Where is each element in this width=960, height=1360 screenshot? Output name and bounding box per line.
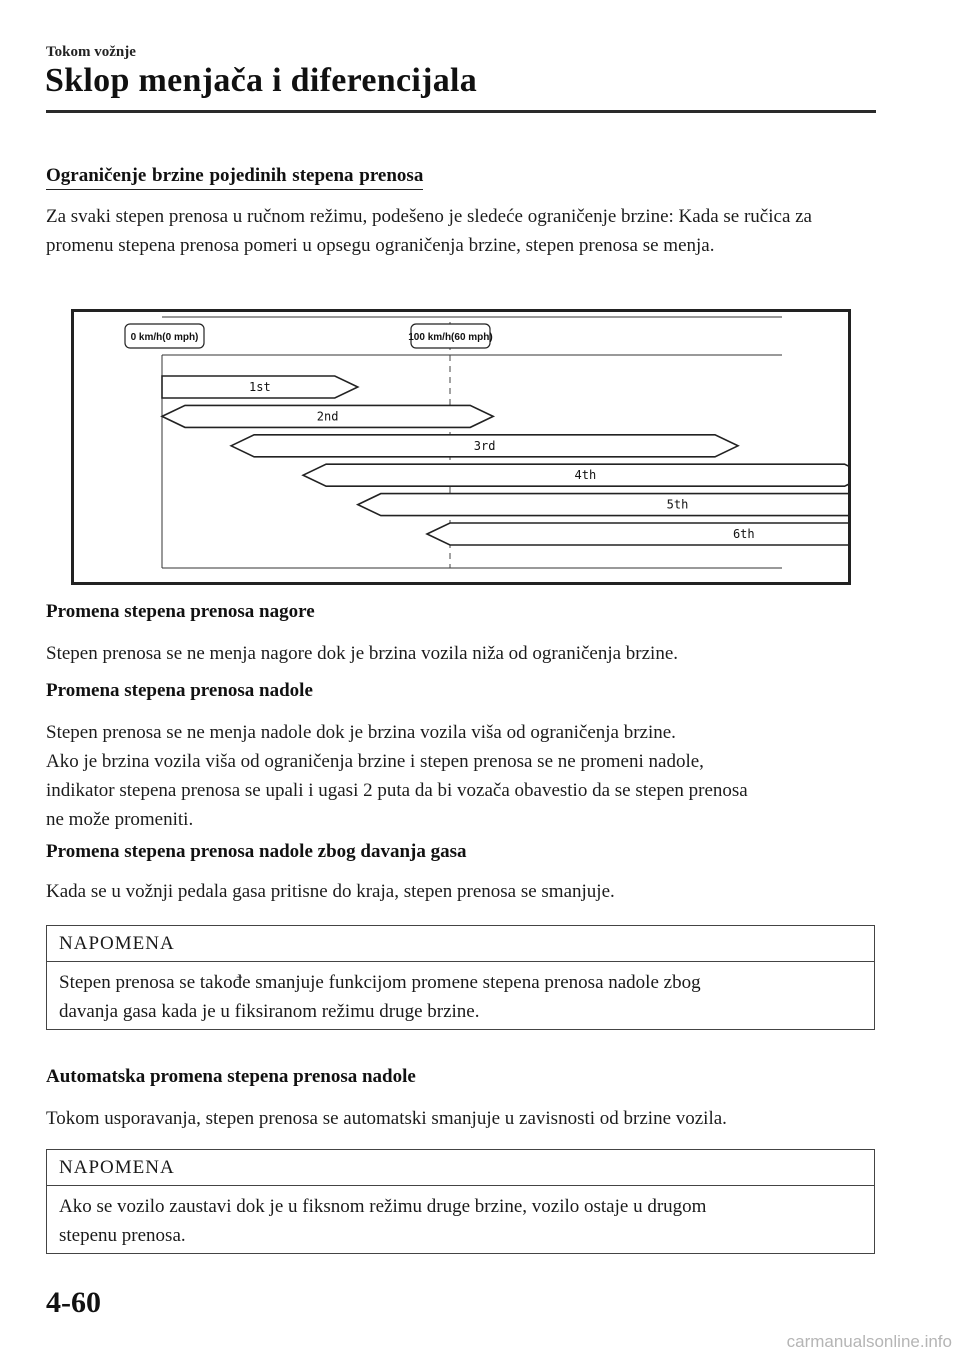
note-body bbox=[47, 962, 874, 1034]
gear-label: 6th bbox=[732, 527, 755, 541]
axis-label-hundred-text: 100 km/h(60 mph) bbox=[408, 332, 493, 343]
section-kicker: Tokom vožnje bbox=[46, 44, 136, 60]
gear-label: 1st bbox=[249, 380, 271, 394]
gear-diagram-svg bbox=[74, 312, 848, 582]
note-box bbox=[46, 925, 875, 1030]
page-number: 4-60 bbox=[46, 1286, 101, 1319]
upshift-text: Stepen prenosa se ne menja nagore dok je brzina vozila niža od ograničenja brzine. bbox=[46, 643, 679, 664]
gear-range-bar bbox=[358, 494, 848, 516]
kickdown-text: Kada se u vožnji pedala gasa pritisne do kraja, stepen prenosa se smanjuje. bbox=[46, 881, 615, 902]
downshift-line: Stepen prenosa se ne menja nadole dok je brzina vozila viša od ograničenja brzine. bbox=[46, 722, 676, 743]
note-line: davanja gasa kada je u fiksiranom režimu druge brzine. bbox=[59, 1001, 480, 1022]
note-box bbox=[46, 1149, 875, 1254]
downshift-line: indikator stepena prenosa se upali i ugasi 2 puta da bi vozača obavestio da se stepen prenosa bbox=[46, 780, 748, 801]
subsection-heading-text: Ograničenje brzine pojedinih stepena prenosa bbox=[46, 165, 423, 190]
auto-downshift-text: Tokom usporavanja, stepen prenosa se automatski smanjuje u zavisnosti od brzine vozila. bbox=[46, 1108, 727, 1129]
kickdown-heading: Promena stepena prenosa nadole zbog davanja gasa bbox=[46, 841, 467, 862]
watermark: carmanualsonline.info bbox=[786, 1332, 952, 1351]
note-body bbox=[47, 1186, 874, 1258]
note-title: NAPOMENA bbox=[47, 926, 874, 962]
note-line: stepenu prenosa. bbox=[59, 1225, 186, 1246]
upshift-heading: Promena stepena prenosa nagore bbox=[46, 601, 315, 622]
page-title: Sklop menjača i diferencijala bbox=[45, 62, 478, 99]
gear-label: 2nd bbox=[316, 409, 339, 424]
gear-label: 5th bbox=[666, 497, 689, 512]
title-divider bbox=[46, 110, 876, 113]
axis-label-zero-text: 0 km/h(0 mph) bbox=[130, 332, 199, 343]
gear-label: 4th bbox=[574, 468, 597, 483]
note-title: NAPOMENA bbox=[47, 1150, 874, 1186]
gear-speed-diagram bbox=[71, 309, 851, 585]
gear-label: 3rd bbox=[473, 438, 496, 453]
intro-paragraph: Za svaki stepen prenosa u ručnom režimu, podešeno je sledeće ograničenje brzine: Kada se ručica za promenu stepena prenosa pomeri u opsegu ograničenja brzine, stepen prenosa se menja. bbox=[46, 206, 812, 256]
axis-label-zero bbox=[125, 324, 204, 348]
note-line: Stepen prenosa se takođe smanjuje funkcijom promene stepena prenosa nadole zbog bbox=[59, 972, 701, 993]
gear-bars bbox=[162, 376, 848, 545]
note-line: Ako se vozilo zaustavi dok je u fiksnom režimu druge brzine, vozilo ostaje u drugom bbox=[59, 1196, 707, 1217]
downshift-line: ne može promeniti. bbox=[46, 809, 194, 830]
downshift-heading: Promena stepena prenosa nadole bbox=[46, 680, 313, 701]
axis-label-hundred bbox=[408, 324, 492, 348]
gear-range-bar bbox=[427, 523, 848, 545]
downshift-text bbox=[46, 718, 876, 834]
subsection-heading bbox=[46, 165, 423, 190]
downshift-line: Ako je brzina vozila viša od ograničenja brzine i stepen prenosa se ne promeni nadole, bbox=[46, 751, 704, 772]
auto-downshift-heading: Automatska promena stepena prenosa nadole bbox=[46, 1066, 416, 1087]
